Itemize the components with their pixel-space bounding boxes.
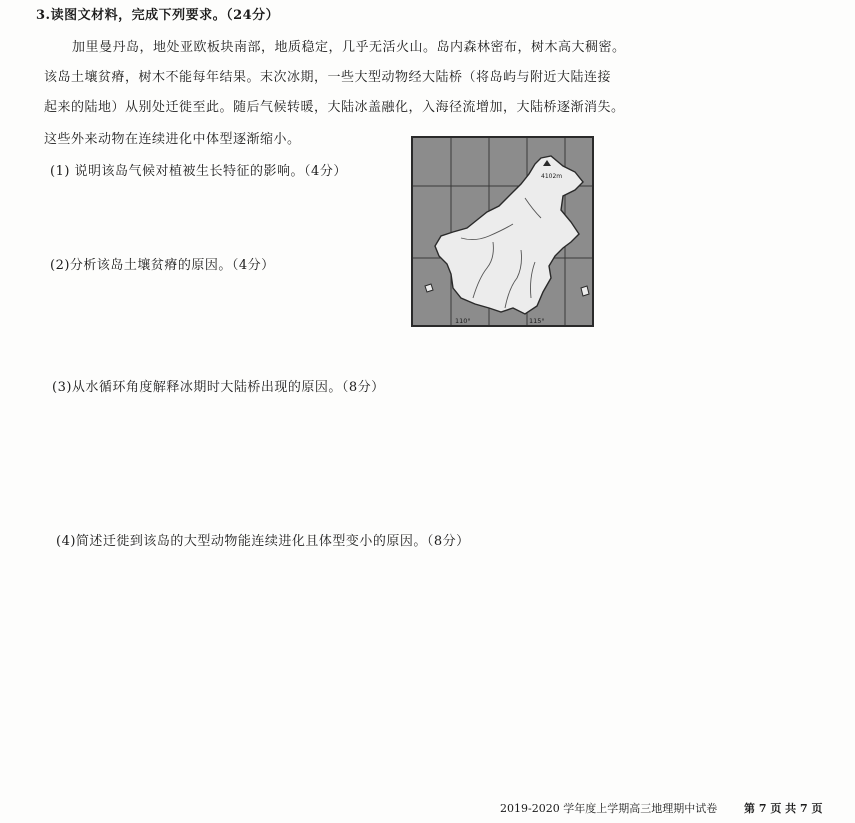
subquestion-2: (2)分析该岛土壤贫瘠的原因。（4分）: [50, 258, 275, 273]
subquestion-1: (1) 说明该岛气候对植被生长特征的影响。（4分）: [50, 164, 347, 179]
peak-label: 4102m: [541, 173, 563, 180]
footer-page-number: 第 7 页 共 7 页: [744, 802, 823, 815]
longitude-label-110: 110°: [455, 317, 471, 325]
longitude-label-115: 115°: [529, 317, 545, 325]
borneo-map-figure: [413, 138, 592, 325]
material-line-4: 这些外来动物在连续进化中体型逐渐缩小。: [44, 132, 301, 147]
small-island: [425, 284, 433, 292]
footer-exam-title: 2019-2020 学年度上学期高三地理期中试卷: [500, 802, 718, 815]
material-line-2: 该岛土壤贫瘠，树木不能每年结果。末次冰期，一些大型动物经大陆桥（将岛屿与附近大陆连接: [44, 70, 612, 85]
material-line-3: 起来的陆地）从别处迁徙至此。随后气候转暖，大陆冰盖融化，入海径流增加，大陆桥逐渐消失。: [44, 100, 625, 115]
material-line-1: 加里曼丹岛，地处亚欧板块南部，地质稳定，几乎无活火山。岛内森林密布，树木高大稠密。: [72, 40, 626, 55]
small-island: [581, 286, 589, 296]
borneo-map: [411, 136, 594, 327]
question-heading: 3.读图文材料，完成下列要求。（24分）: [36, 8, 280, 23]
subquestion-4: (4)简述迁徙到该岛的大型动物能连续进化且体型变小的原因。（8分）: [56, 534, 470, 549]
subquestion-3: (3)从水循环角度解释冰期时大陆桥出现的原因。（8分）: [52, 380, 385, 395]
